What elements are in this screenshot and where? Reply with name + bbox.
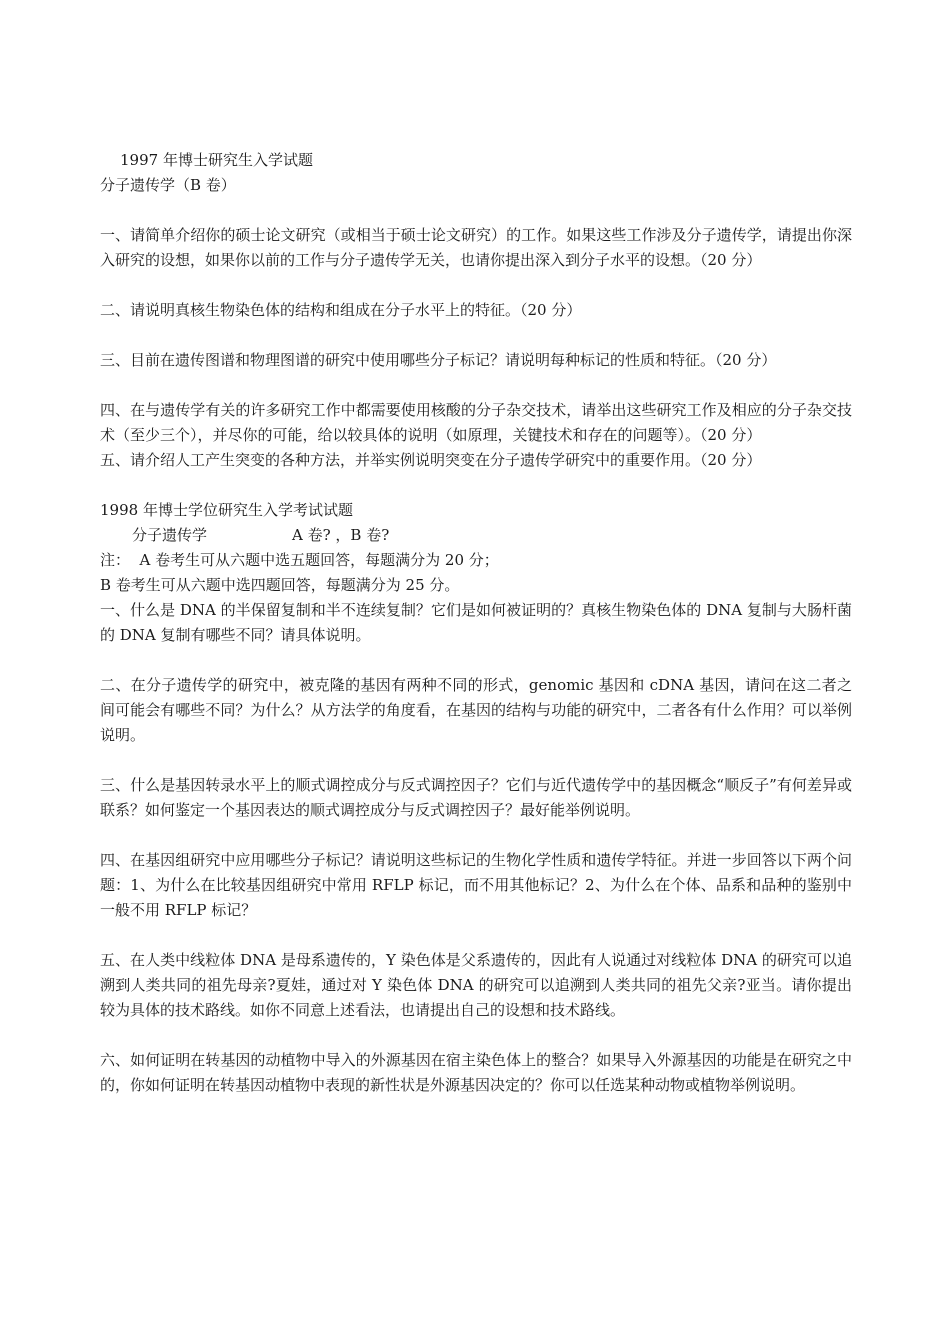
exam-1997-subject: 分子遗传学（B 卷） — [100, 176, 236, 194]
spacer — [100, 648, 852, 673]
spacer — [100, 373, 852, 398]
document-page — [100, 148, 852, 1098]
exam-1998-question-5: 五、在人类中线粒体 DNA 是母系遗传的，Y 染色体是父系遗传的，因此有人说通过对线粒体 DNA 的研究可以追溯到人类共同的祖先母亲?夏娃，通过对 Y 染色体 DNA 的研究可以追溯到人类共同的祖先父亲?亚当。请你提出较为具体的技术路线。如你不同意上述看法，也请提出自己的设想和技术路线。 — [100, 951, 852, 1019]
spacer — [100, 1023, 852, 1048]
exam-1998-question-6: 六、如何证明在转基因的动植物中导入的外源基因在宿主染色体上的整合？如果导入外源基因的功能是在研究之中的，你如何证明在转基因动植物中表现的新性状是外源基因决定的？你可以任选某种动物或植物举例说明。 — [100, 1051, 852, 1094]
exam-1998-question-4: 四、在基因组研究中应用哪些分子标记？请说明这些标记的生物化学性质和遗传学特征。并进一步回答以下两个问题：1、为什么在比较基因组研究中常用 RFLP 标记，而不用其他标记？2、为什么在个体、品系和品种的鉴别中一般不用 RFLP 标记？ — [100, 851, 852, 919]
spacer — [100, 198, 852, 223]
spacer — [100, 823, 852, 848]
exam-1998-note-a: 注： A 卷考生可从六题中选五题回答，每题满分为 20 分； — [100, 551, 499, 569]
spacer — [100, 273, 852, 298]
exam-1998-subject-line — [100, 523, 852, 548]
spacer — [100, 323, 852, 348]
spacer — [100, 473, 852, 498]
exam-1997-question-5: 五、请介绍人工产生突变的各种方法，并举实例说明突变在分子遗传学研究中的重要作用。（20 分） — [100, 451, 762, 469]
spacer — [100, 748, 852, 773]
exam-1997-title: 1997 年博士研究生入学试题 — [120, 151, 313, 169]
exam-1998-title: 1998 年博士学位研究生入学考试试题 — [100, 501, 353, 519]
exam-1997-question-2: 二、请说明真核生物染色体的结构和组成在分子水平上的特征。（20 分） — [100, 301, 582, 319]
exam-1998-question-2: 二、在分子遗传学的研究中，被克隆的基因有两种不同的形式，genomic 基因和 cDNA 基因，请问在这二者之间可能会有哪些不同？为什么？从方法学的角度看，在基因的结构与功能的研究中，二者各有什么作用？可以举例说明。 — [100, 676, 852, 744]
exam-1998-volumes: A 卷? ，B 卷? — [292, 526, 390, 544]
exam-1998-question-3: 三、什么是基因转录水平上的顺式调控成分与反式调控因子？它们与近代遗传学中的基因概念“顺反子”有何差异或联系？如何鉴定一个基因表达的顺式调控成分与反式调控因子？最好能举例说明。 — [100, 776, 852, 819]
spacer — [100, 923, 852, 948]
exam-1998-note-b: B 卷考生可从六题中选四题回答，每题满分为 25 分。 — [100, 576, 460, 594]
exam-1998-subject: 分子遗传学 — [132, 526, 208, 544]
exam-1997-question-3: 三、目前在遗传图谱和物理图谱的研究中使用哪些分子标记？请说明每种标记的性质和特征。（20 分） — [100, 351, 777, 369]
exam-1998-question-1: 一、什么是 DNA 的半保留复制和半不连续复制？它们是如何被证明的？真核生物染色体的 DNA 复制与大肠杆菌的 DNA 复制有哪些不同？请具体说明。 — [100, 601, 852, 644]
exam-1997-question-1: 一、请简单介绍你的硕士论文研究（或相当于硕士论文研究）的工作。如果这些工作涉及分子遗传学，请提出你深入研究的设想，如果你以前的工作与分子遗传学无关，也请你提出深入到分子水平的设想。（20 分） — [100, 226, 852, 269]
exam-1997-question-4: 四、在与遗传学有关的许多研究工作中都需要使用核酸的分子杂交技术，请举出这些研究工作及相应的分子杂交技术（至少三个），并尽你的可能，给以较具体的说明（如原理，关键技术和存在的问题等）。（20 分） — [100, 401, 852, 444]
